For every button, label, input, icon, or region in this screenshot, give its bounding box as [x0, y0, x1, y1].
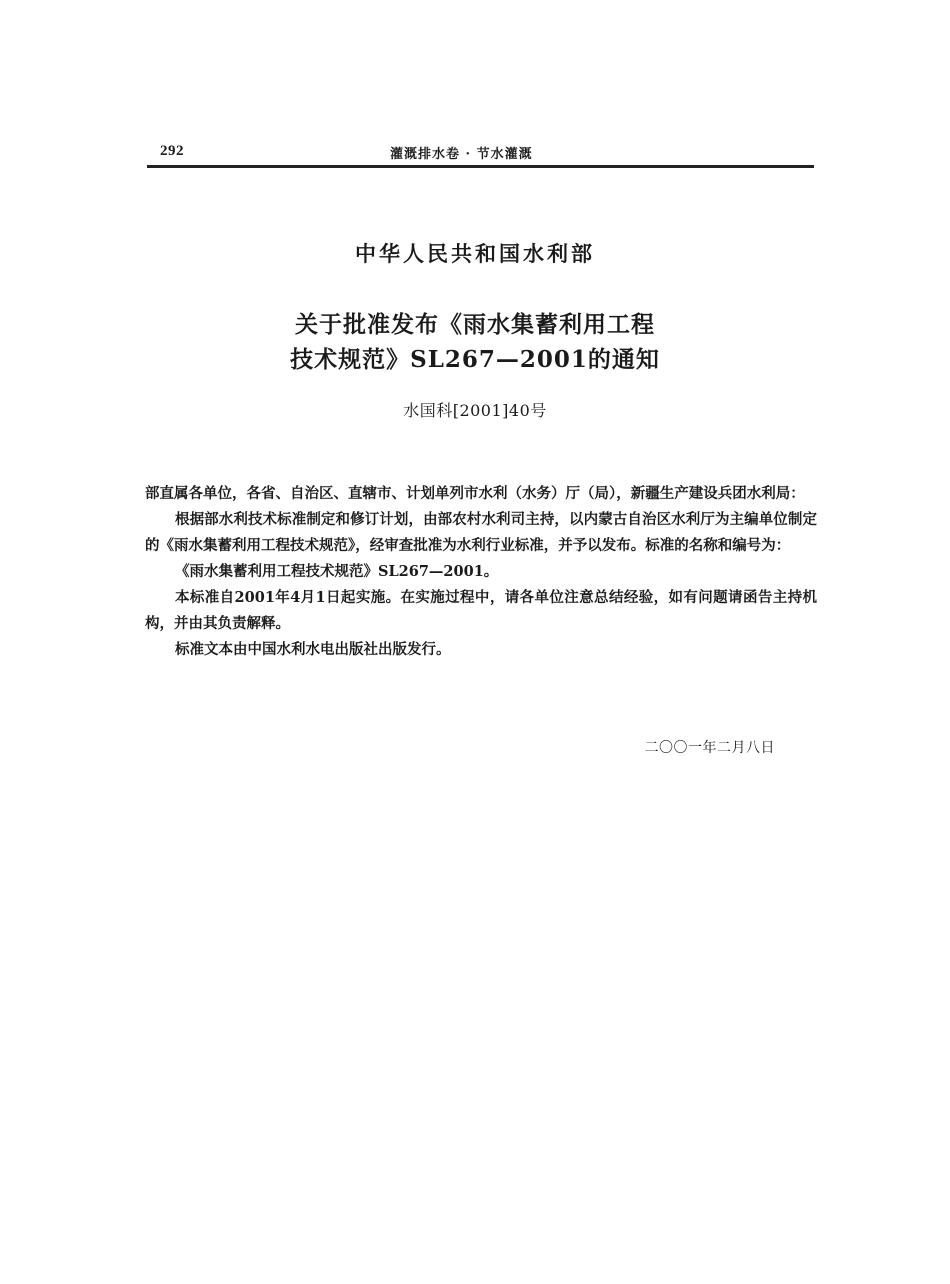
notice-body [145, 481, 817, 663]
body-paragraph: 标准文本由中国水利水电出版社出版发行。 [175, 641, 451, 658]
document-number: 水国科[2001]40号 [403, 401, 547, 420]
body-paragraph: 《雨水集蓄利用工程技术规范》SL267—2001。 [175, 563, 499, 580]
header-rule [147, 165, 814, 168]
notice-title-line-1: 关于批准发布《雨水集蓄利用工程 [295, 311, 655, 338]
body-paragraph: 根据部水利技术标准制定和修订计划，由部农村水利司主持，以内蒙古自治区水利厅为主编单位制定的《雨水集蓄利用工程技术规范》，经审查批准为水利行业标准，并予以发布。标准的名称和编号为： [145, 511, 817, 554]
body-paragraph: 本标准自2001年4月1日起实施。在实施过程中，请各单位注意总结经验，如有问题请函告主持机构，并由其负责解释。 [145, 589, 817, 632]
salutation: 部直属各单位，各省、自治区、直辖市、计划单列市水利（水务）厅（局），新疆生产建设兵团水利局： [145, 485, 805, 502]
issue-date: 二〇〇一年二月八日 [644, 740, 775, 756]
notice-title-line-2: 技术规范》SL267—2001的通知 [290, 346, 660, 373]
issuer-heading: 中华人民共和国水利部 [355, 241, 595, 266]
running-head: 灌溉排水卷 · 节水灌溉 [390, 147, 533, 162]
page-number: 292 [160, 143, 184, 159]
